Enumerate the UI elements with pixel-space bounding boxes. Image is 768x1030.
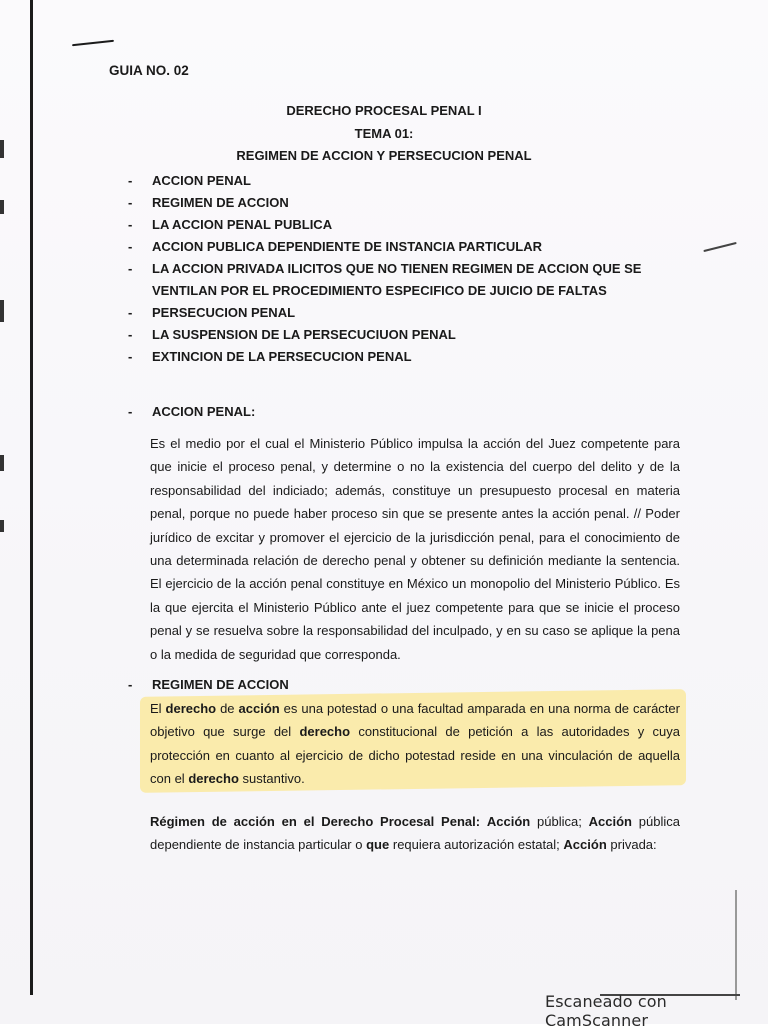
regimen-derecho-procesal-paragraph: Régimen de acción en el Derecho Procesal Penal: Acción pública; Acción pública dependiente de instancia particular o que requiera autorización estatal; Acción privada: [150,814,680,853]
guia-number: GUIA NO. 02 [109,63,189,78]
outline-item: - REGIMEN DE ACCION [128,192,688,214]
topic-outline [128,170,688,368]
outline-item: - LA ACCION PENAL PUBLICA [128,214,688,236]
outline-item: - ACCION PENAL [128,170,688,192]
tema-label: TEMA 01: [354,126,414,141]
camscanner-watermark: Escaneado con CamScanner [545,992,667,1030]
page-right-mark [735,890,737,1000]
outline-item: - PERSECUCION PENAL [128,302,688,324]
pen-stroke-top [72,40,114,46]
regimen-accion-paragraph: El derecho de acción es una potestad o una facultad amparada en una norma de carácter objetivo que surge del derecho constitucional de petición a las autoridades y cuya protección en cuanto al ejercicio de dicho potestad reside en una vinculación de aquella con el derecho sustantivo. [150,701,680,787]
outline-item: - EXTINCION DE LA PERSECUCION PENAL [128,346,688,368]
course-title: DERECHO PROCESAL PENAL I [286,103,482,118]
topic-title: REGIMEN DE ACCION Y PERSECUCION PENAL [236,148,532,163]
outline-item: - LA SUSPENSION DE LA PERSECUCIUON PENAL [128,324,688,346]
accion-penal-paragraph: Es el medio por el cual el Ministerio Público impulsa la acción del Juez competente para que inicie el proceso penal, y determine o no la existencia del cuerpo del delito y de la responsabilidad del indiciado; además, constituye un presupuesto procesal en materia penal, porque no puede haber proceso sin que se presente antes la acción penal. // Poder jurídico de excitar y promover el ejercicio de la jurisdicción penal, para el conocimiento de una determinada relación de derecho penal y obtener su definición mediante la sentencia. El ejercicio de la acción penal constituye en México un monopolio del Ministerio Público. Es la que ejercita el Ministerio Público ante el juez competente para que se inicie el proceso penal y se resuelva sobre la responsabilidad del inculpado, y en su caso se aplique la pena o la medida de seguridad que corresponda. [150,436,680,662]
regimen-accion-heading: - REGIMEN DE ACCION [128,677,289,692]
pen-stroke-right [703,242,736,252]
accion-penal-heading: - ACCION PENAL: [128,404,255,419]
outline-item: - ACCION PUBLICA DEPENDIENTE DE INSTANCIA PARTICULAR [128,236,688,258]
outline-item: - LA ACCION PRIVADA ILICITOS QUE NO TIENEN REGIMEN DE ACCION QUE SE VENTILAN POR EL PROCEDIMIENTO ESPECIFICO DE JUICIO DE FALTAS [128,258,688,302]
